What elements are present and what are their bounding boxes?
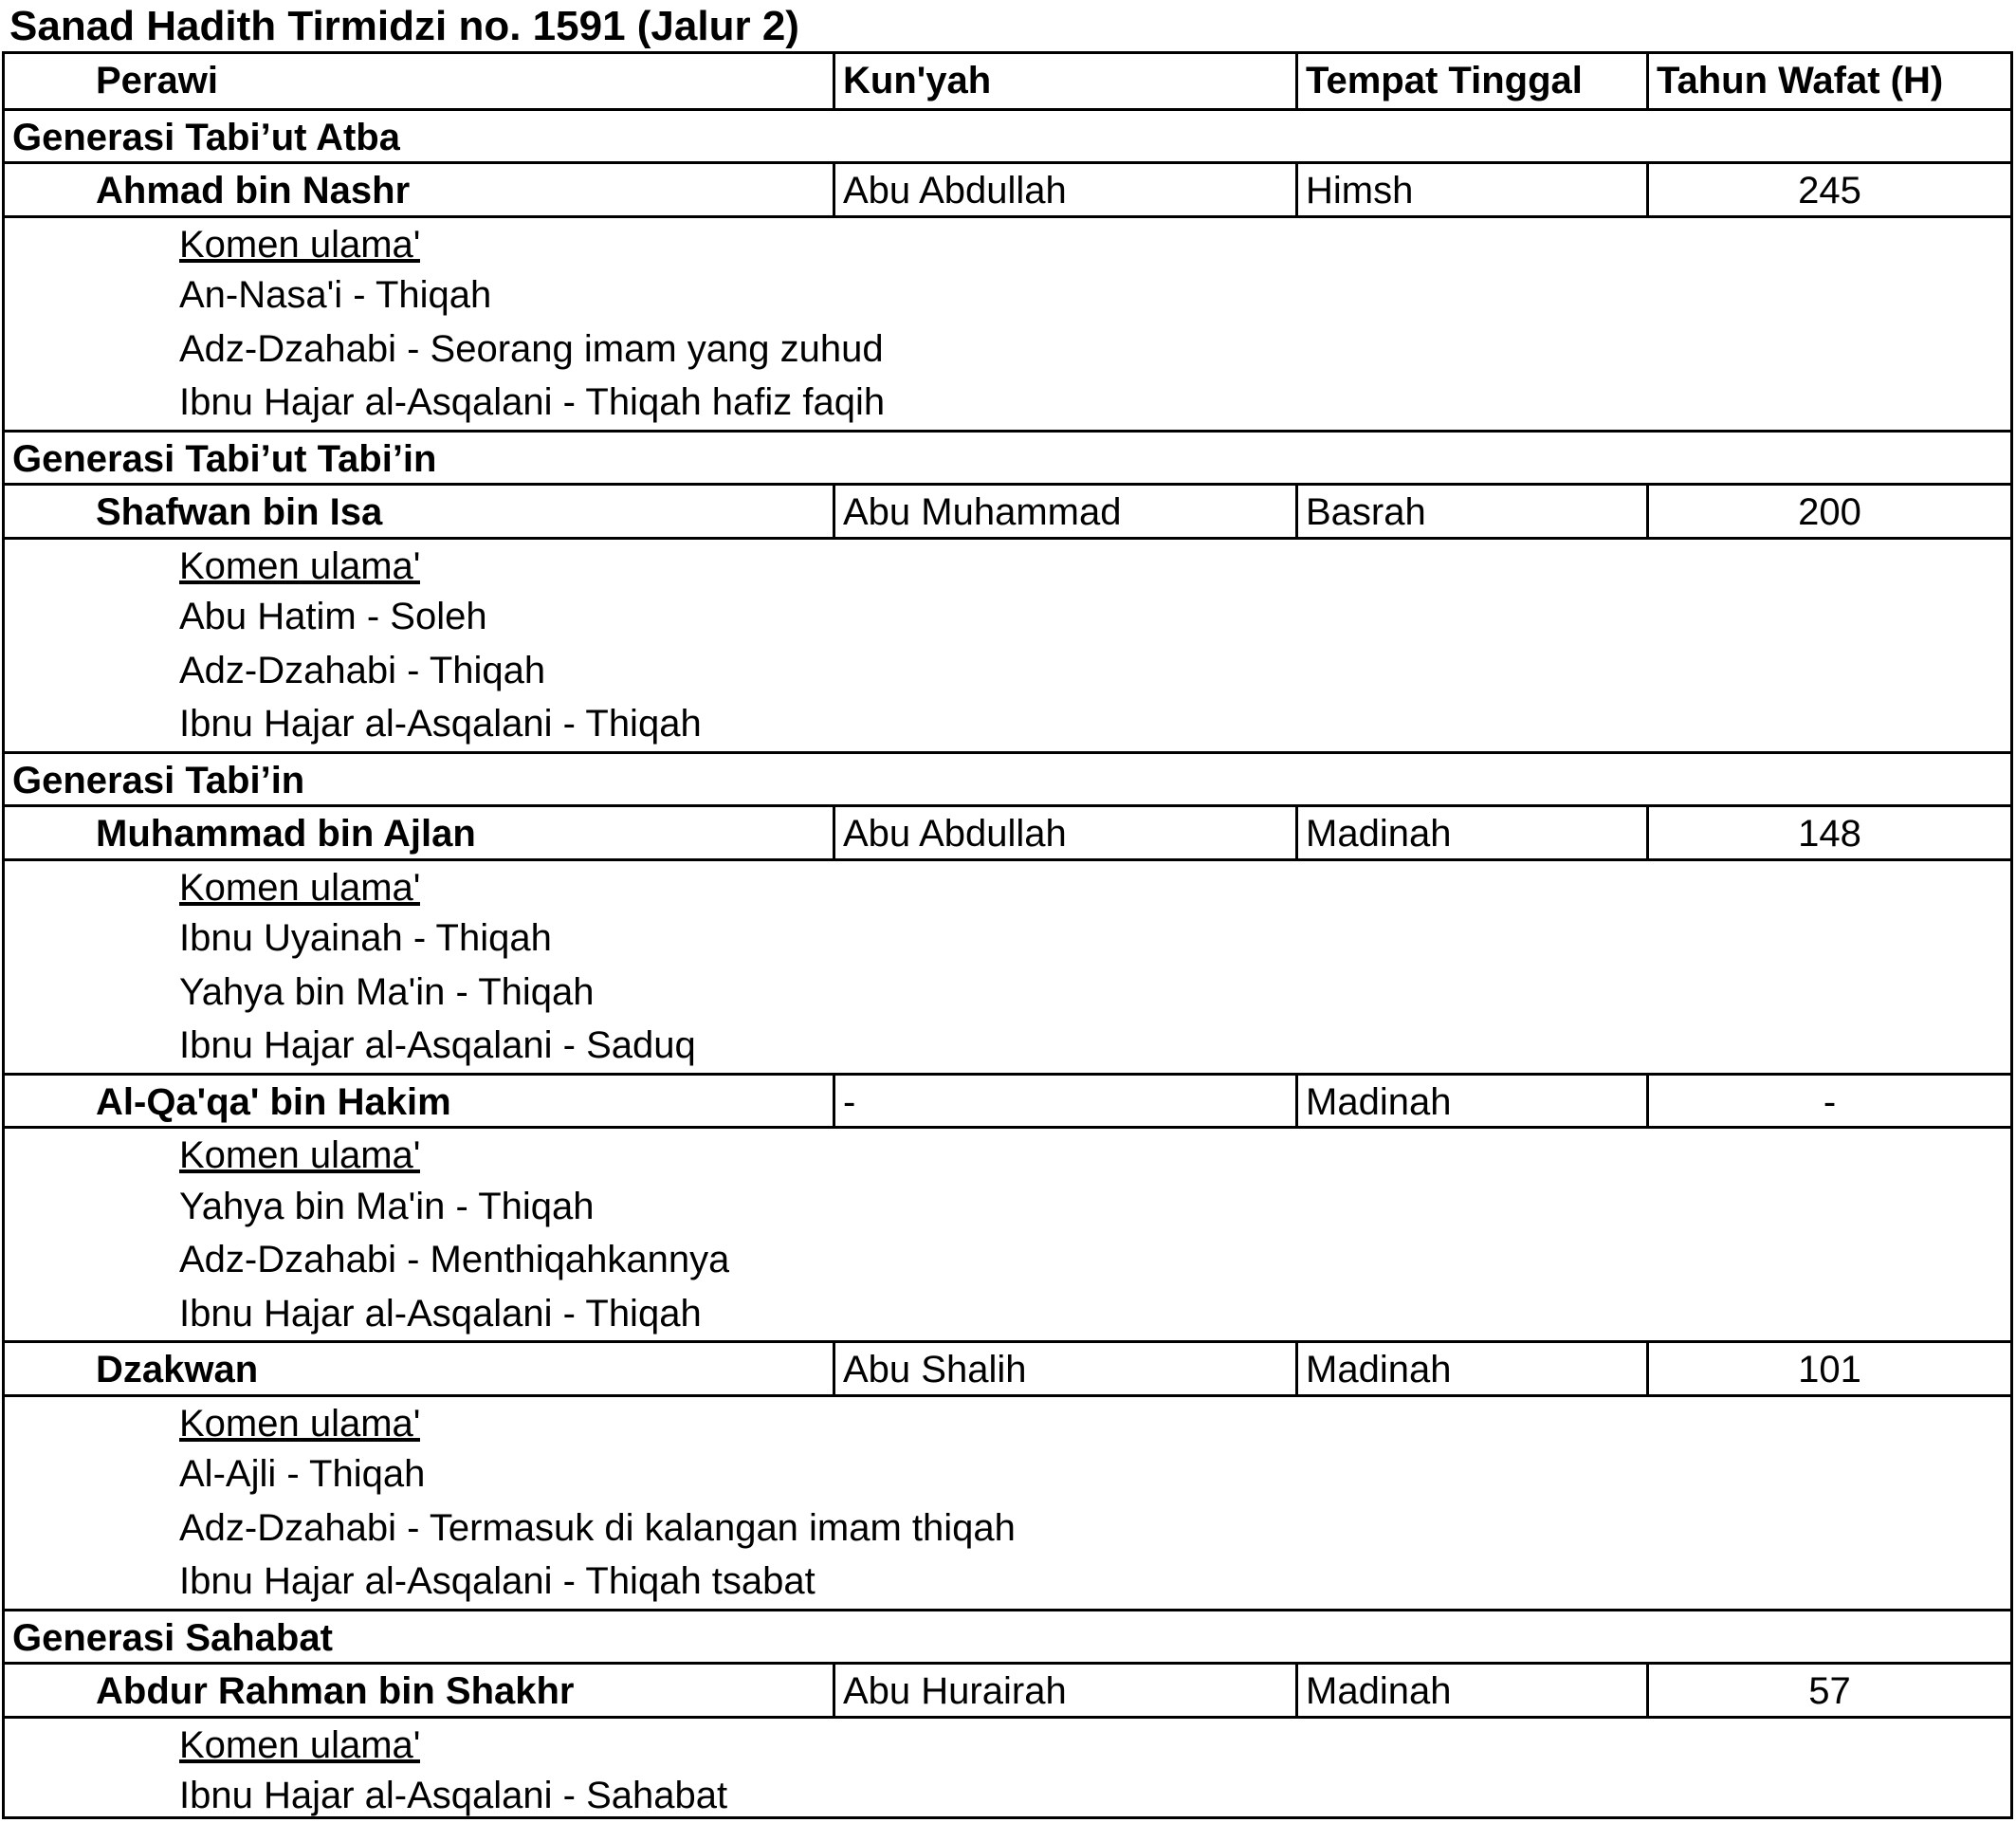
narrator-death-year: 245 (1646, 164, 2010, 215)
comment-heading-text: Komen ulama' (179, 1723, 421, 1766)
scholar-comment: Ibnu Hajar al-Asqalani - Saduq (179, 1024, 696, 1066)
generation-label: Generasi Tabi’ut Atba (12, 116, 400, 158)
sanad-table (2, 51, 2013, 1819)
column-header-tahun-wafat: Tahun Wafat (H) (1646, 54, 2010, 108)
scholar-comment: Adz-Dzahabi - Menthiqahkannya (179, 1239, 730, 1280)
scholar-comment: Yahya bin Ma'in - Thiqah (179, 1185, 595, 1227)
narrator-row (5, 161, 2010, 215)
narrator-death-year: - (1646, 1076, 2010, 1127)
narrator-row (5, 1073, 2010, 1127)
comment-heading-row (5, 1716, 2010, 1770)
scholar-comment: Ibnu Hajar al-Asqalani - Thiqah (179, 1292, 702, 1335)
narrator-residence: Madinah (1295, 807, 1646, 858)
scholar-comment: Ibnu Hajar al-Asqalani - Thiqah hafiz faqih (179, 381, 886, 423)
comment-row (5, 1555, 2010, 1609)
comment-row (5, 697, 2010, 751)
generation-row (5, 108, 2010, 162)
comment-heading (5, 1397, 420, 1448)
column-header-kunyah: Kun'yah (833, 54, 1295, 108)
generation-row (5, 1609, 2010, 1663)
generation-label: Generasi Sahabat (12, 1616, 333, 1659)
comment-row (5, 1233, 2010, 1287)
comment-heading-text: Komen ulama' (179, 1134, 421, 1176)
table-body (5, 108, 2010, 1823)
narrator-death-year: 148 (1646, 807, 2010, 858)
narrator-kunyah: Abu Abdullah (833, 164, 1295, 215)
scholar-comment: An-Nasa'i - Thiqah (179, 274, 492, 316)
comment-heading-text: Komen ulama' (179, 544, 421, 587)
comment-row (5, 1447, 2010, 1501)
narrator-death-year: 101 (1646, 1343, 2010, 1394)
comment-row (5, 268, 2010, 322)
comment-heading-text: Komen ulama' (179, 1402, 421, 1445)
narrator-kunyah: Abu Hurairah (833, 1665, 1295, 1716)
narrator-name: Al-Qa'qa' bin Hakim (96, 1080, 451, 1123)
narrator-death-year: 57 (1646, 1665, 2010, 1716)
scholar-comment: Ibnu Hajar al-Asqalani - Thiqah (179, 703, 702, 745)
comment-heading (5, 861, 420, 912)
comment-heading (5, 540, 420, 591)
narrator-row (5, 804, 2010, 858)
comment-heading-row (5, 1126, 2010, 1180)
comment-heading-row (5, 858, 2010, 912)
comment-row (5, 1180, 2010, 1234)
comment-heading-row (5, 537, 2010, 591)
comment-row (5, 912, 2010, 966)
comment-row (5, 1769, 2010, 1823)
scholar-comment: Yahya bin Ma'in - Thiqah (179, 970, 595, 1013)
comment-row (5, 1501, 2010, 1556)
narrator-row (5, 1340, 2010, 1394)
comment-heading (5, 1129, 420, 1180)
generation-label: Generasi Tabi’ut Tabi’in (12, 437, 437, 480)
comment-row (5, 644, 2010, 698)
narrator-row (5, 483, 2010, 537)
scholar-comment: Adz-Dzahabi - Termasuk di kalangan imam thiqah (179, 1506, 1016, 1549)
narrator-death-year: 200 (1646, 486, 2010, 537)
narrator-kunyah: Abu Abdullah (833, 807, 1295, 858)
scholar-comment: Ibnu Hajar al-Asqalani - Thiqah tsabat (179, 1560, 816, 1602)
narrator-row (5, 1662, 2010, 1716)
comment-heading-text: Komen ulama' (179, 866, 421, 909)
generation-row (5, 430, 2010, 484)
comment-heading-text: Komen ulama' (179, 223, 421, 266)
table-header-row (5, 54, 2010, 108)
page-title: Sanad Hadith Tirmidzi no. 1591 (Jalur 2) (9, 3, 799, 49)
comment-heading (5, 1719, 420, 1770)
comment-heading-row (5, 215, 2010, 269)
comment-row (5, 590, 2010, 644)
generation-label: Generasi Tabi’in (12, 759, 305, 801)
scholar-comment: Ibnu Uyainah - Thiqah (179, 917, 552, 959)
narrator-residence: Madinah (1295, 1076, 1646, 1127)
comment-row (5, 1287, 2010, 1341)
comment-row (5, 966, 2010, 1020)
narrator-kunyah: Abu Shalih (833, 1343, 1295, 1394)
comment-row (5, 1019, 2010, 1073)
narrator-name: Abdur Rahman bin Shakhr (96, 1670, 575, 1712)
scholar-comment: Adz-Dzahabi - Thiqah (179, 649, 546, 691)
narrator-name: Dzakwan (96, 1349, 259, 1390)
scholar-comment: Al-Ajli - Thiqah (179, 1453, 426, 1495)
narrator-residence: Madinah (1295, 1343, 1646, 1394)
narrator-name: Ahmad bin Nashr (96, 170, 411, 212)
scholar-comment: Ibnu Hajar al-Asqalani - Sahabat (179, 1775, 728, 1816)
column-header-tempat-tinggal: Tempat Tinggal (1295, 54, 1646, 108)
comment-heading (5, 218, 420, 269)
scholar-comment: Abu Hatim - Soleh (179, 596, 487, 637)
narrator-kunyah: - (833, 1076, 1295, 1127)
column-header-perawi: Perawi (96, 60, 218, 101)
comment-row (5, 376, 2010, 430)
generation-row (5, 751, 2010, 805)
scholar-comment: Adz-Dzahabi - Seorang imam yang zuhud (179, 327, 884, 370)
narrator-residence: Himsh (1295, 164, 1646, 215)
narrator-name: Shafwan bin Isa (96, 491, 383, 533)
narrator-residence: Madinah (1295, 1665, 1646, 1716)
narrator-name: Muhammad bin Ajlan (96, 813, 476, 855)
narrator-kunyah: Abu Muhammad (833, 486, 1295, 537)
narrator-residence: Basrah (1295, 486, 1646, 537)
comment-row (5, 322, 2010, 377)
comment-heading-row (5, 1394, 2010, 1448)
